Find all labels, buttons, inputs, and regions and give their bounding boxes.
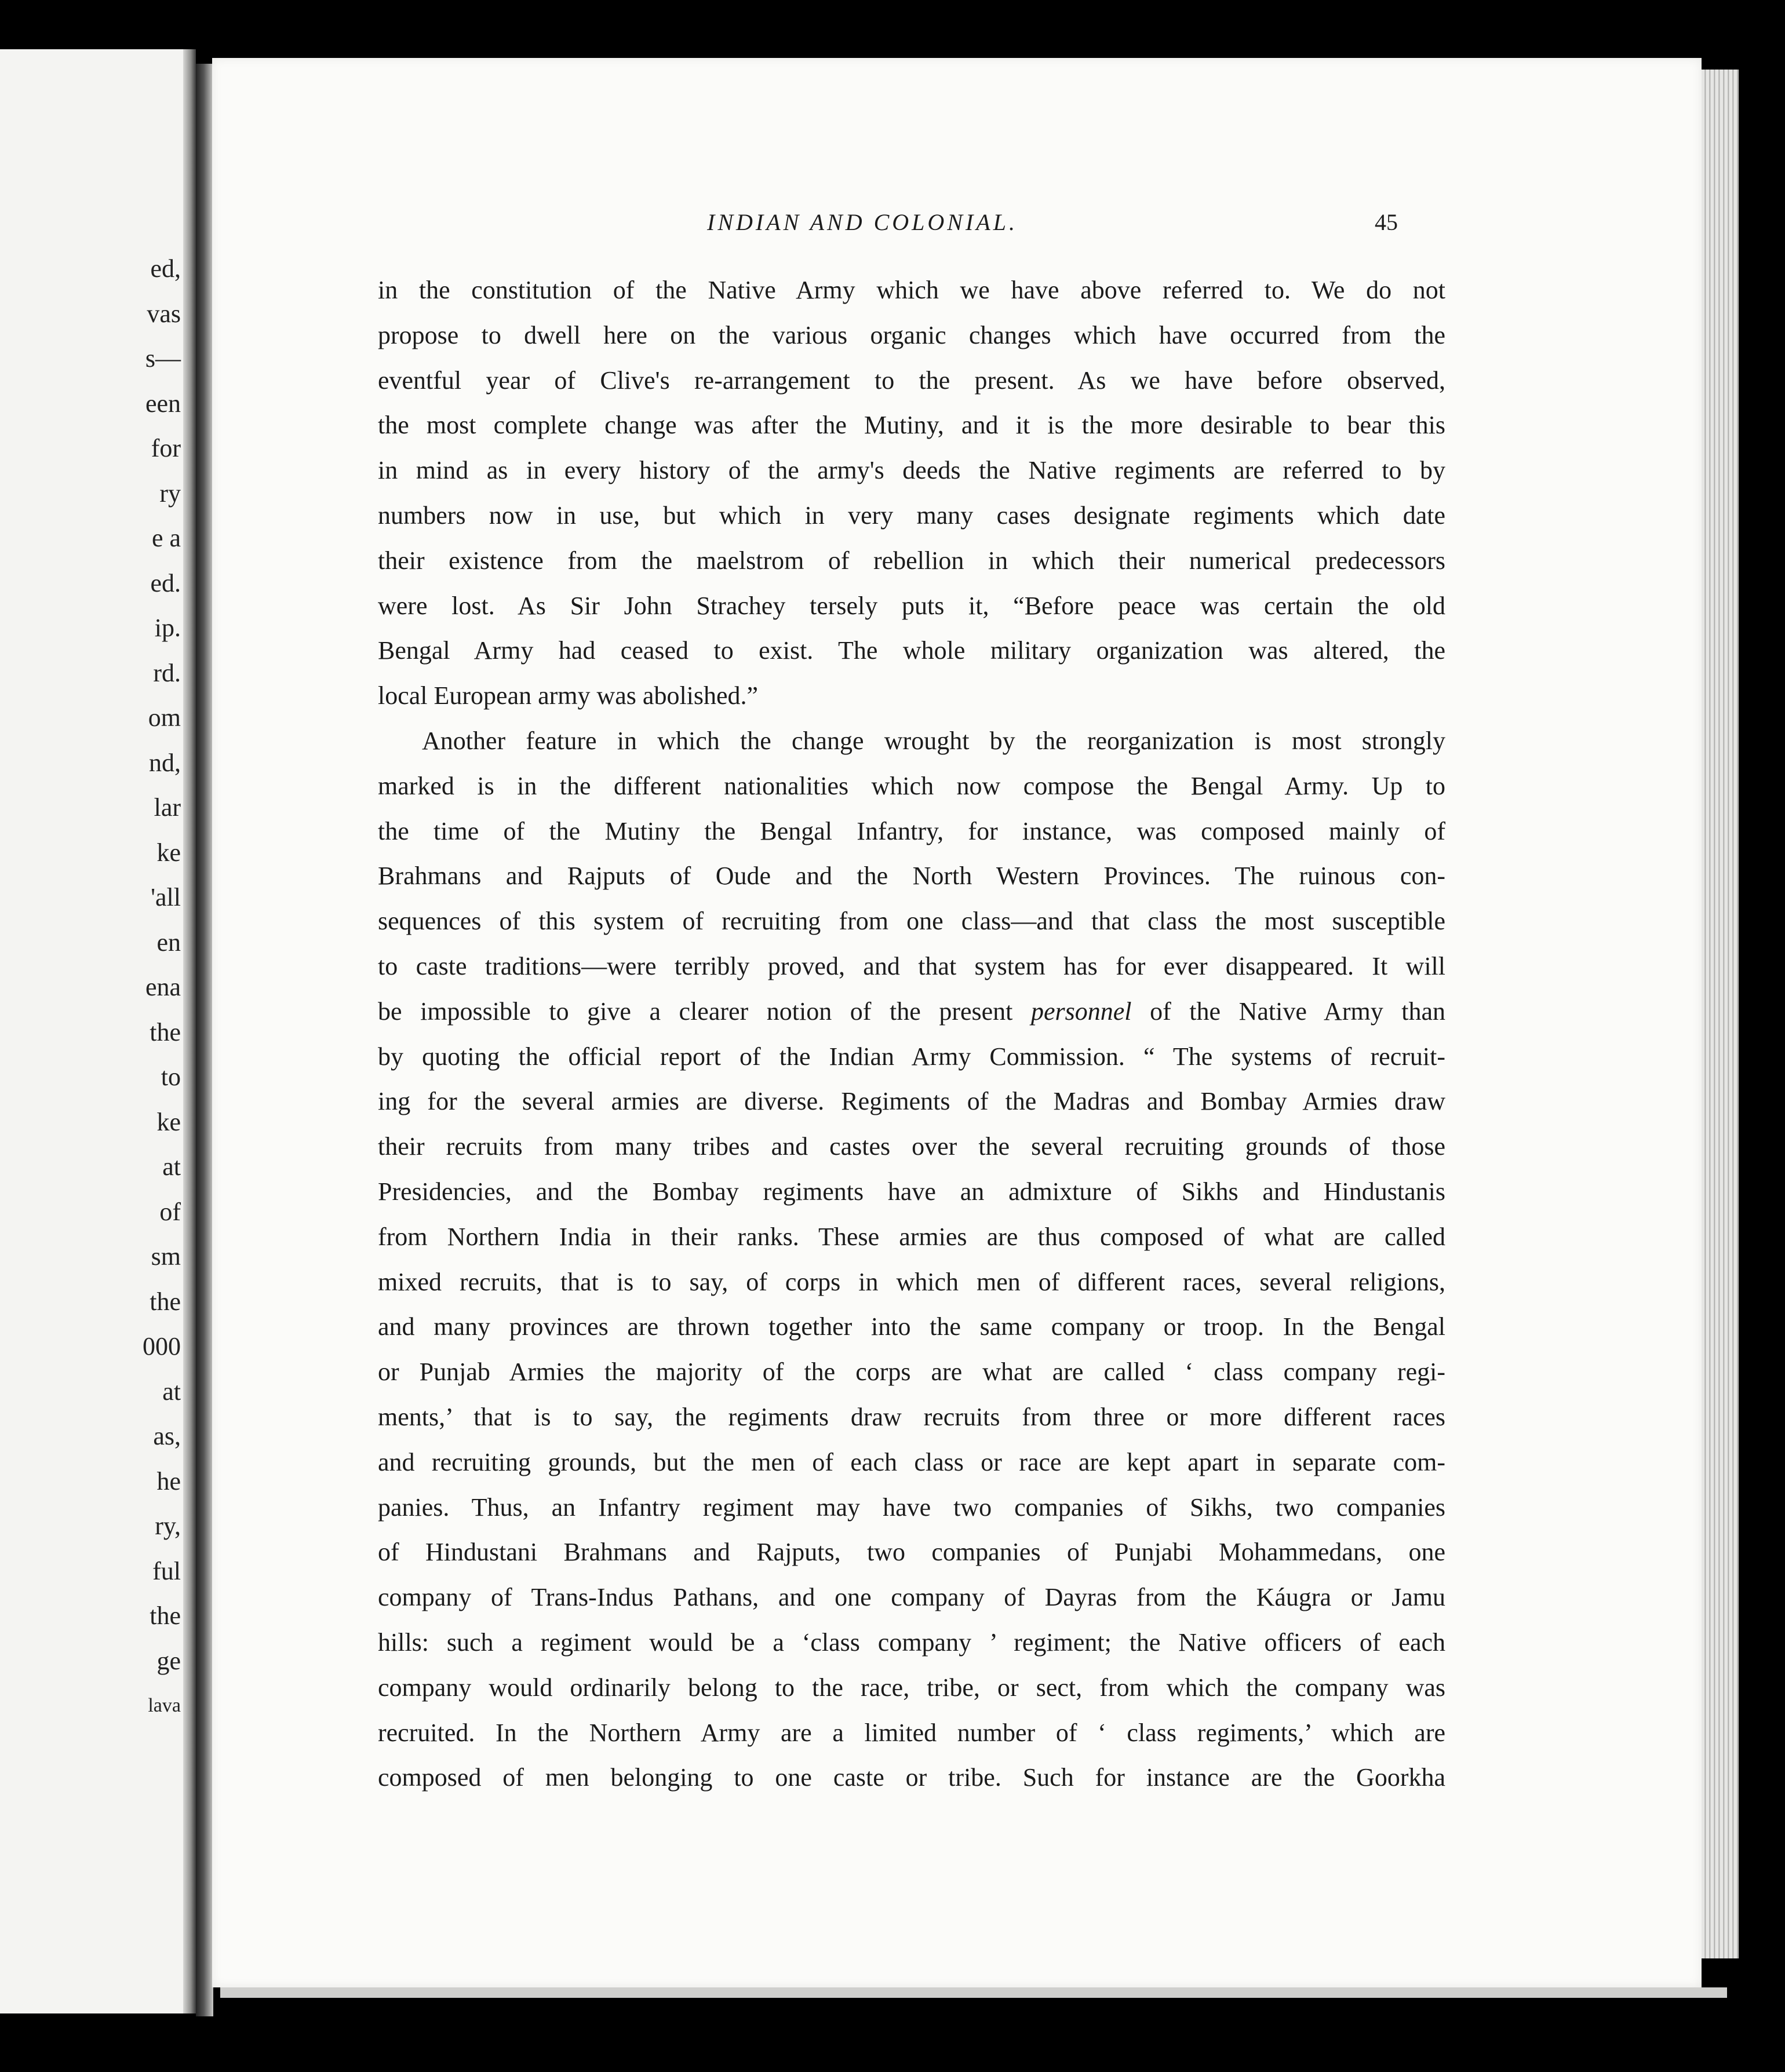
body-text	[378, 268, 1445, 1800]
text-line: company would ordinarily belong to the race, tribe, or sect, from which the company was	[378, 1673, 1445, 1702]
text-line-with-italic	[378, 989, 1445, 1034]
text-line: their existence from the maelstrom of rebellion in which their numerical predecessors	[378, 546, 1445, 575]
previous-page-fragment: ed,	[150, 254, 181, 283]
text-line: company of Trans-Indus Pathans, and one company of Dayras from the Káugra or Jamu	[378, 1583, 1445, 1612]
previous-page-fragment: lar	[154, 793, 181, 822]
text-line: hills: such a regiment would be a ‘class company ’ regiment; the Native officers of each	[378, 1628, 1445, 1657]
text-line: mixed recruits, that is to say, of corps in which men of different races, several religions,	[378, 1267, 1445, 1296]
previous-page-fragment: for	[151, 434, 181, 462]
text-line: Another feature in which the change wrought by the reorganization is most strongly	[422, 726, 1445, 755]
previous-page-fragment: ena	[145, 973, 181, 1001]
previous-page-fragment: nd,	[149, 748, 181, 777]
book-spine	[196, 64, 213, 2016]
page-edges-bottom	[220, 1987, 1727, 1998]
previous-page-fragment: 'all	[151, 883, 181, 911]
previous-page-fragment: the	[150, 1287, 181, 1316]
text-line: sequences of this system of recruiting from one class—and that class the most susceptible	[378, 907, 1445, 936]
text-line: Brahmans and Rajputs of Oude and the North Western Provinces. The ruinous con-	[378, 862, 1445, 891]
text-line: recruited. In the Northern Army are a limited number of ‘ class regiments,’ which are	[378, 1718, 1445, 1747]
text-line: by quoting the official report of the Indian Army Commission. “ The systems of recruit-	[378, 1042, 1445, 1071]
previous-page-fragment: s—	[145, 344, 181, 373]
previous-page-fragment: sm	[151, 1242, 181, 1271]
text-line: were lost. As Sir John Strachey tersely puts it, “Before peace was certain the old	[378, 591, 1445, 620]
text-segment: be impossible to give a clearer notion of the present	[378, 997, 1013, 1026]
italic-word: personnel	[1030, 997, 1132, 1026]
text-line: eventful year of Clive's re-arrangement to the present. As we have before observed,	[378, 366, 1445, 395]
previous-page-fragment: at	[162, 1152, 181, 1181]
text-line: their recruits from many tribes and castes over the several recruiting grounds of those	[378, 1132, 1445, 1161]
previous-page-fragment: en	[156, 928, 181, 957]
previous-page-fragment: ed.	[150, 568, 181, 597]
previous-page-fragment: ful	[152, 1556, 181, 1585]
previous-page-fragment: een	[145, 389, 181, 418]
previous-page-fragment: 000	[143, 1332, 181, 1360]
text-line: and many provinces are thrown together into the same company or troop. In the Bengal	[378, 1312, 1445, 1341]
previous-page-fragment: ke	[156, 1107, 181, 1136]
previous-page-fragment: vas	[147, 299, 181, 328]
paragraph-1	[378, 268, 1445, 718]
gutter-shadow	[183, 49, 196, 2013]
previous-page-fragment: ry,	[155, 1512, 181, 1540]
paragraph-2	[378, 718, 1445, 1800]
previous-page-fragment: om	[148, 703, 181, 732]
previous-page-fragment: ry	[159, 479, 181, 508]
text-line: the time of the Mutiny the Bengal Infantry, for instance, was composed mainly of	[378, 816, 1445, 845]
previous-page-fragment: at	[162, 1377, 181, 1406]
text-line: marked is in the different nationalities which now compose the Bengal Army. Up to	[378, 771, 1445, 800]
previous-page-text-fragments	[88, 246, 181, 1728]
text-line: the most complete change was after the Mutiny, and it is the more desirable to bear this	[378, 411, 1445, 440]
previous-page-fragment: the	[150, 1602, 181, 1630]
previous-page-fragment: ge	[156, 1646, 181, 1675]
text-line: of Hindustani Brahmans and Rajputs, two companies of Punjabi Mohammedans, one	[378, 1538, 1445, 1567]
previous-page-fragment: ke	[156, 838, 181, 867]
text-line: in mind as in every history of the army's deeds the Native regiments are referred to by	[378, 456, 1445, 485]
text-line: from Northern India in their ranks. These armies are thus composed of what are called	[378, 1222, 1445, 1251]
text-line: local European army was abolished.”	[378, 681, 759, 710]
previous-page-fragment: he	[156, 1467, 181, 1495]
page-edges	[1702, 70, 1739, 1958]
previous-page-fragment: e a	[151, 524, 181, 552]
previous-page-fragment: to	[161, 1063, 181, 1091]
text-line: ing for the several armies are diverse. Regiments of the Madras and Bombay Armies draw	[378, 1087, 1445, 1116]
previous-page-fragment: the	[150, 1017, 181, 1046]
previous-page-fragment: of	[159, 1197, 181, 1226]
previous-page-fragment: lava	[148, 1695, 181, 1716]
text-line: composed of men belonging to one caste or tribe. Such for instance are the Goorkha	[378, 1763, 1445, 1792]
text-line: in the constitution of the Native Army which we have above referred to. We do not	[378, 276, 1445, 304]
previous-page-fragment: ip.	[154, 614, 181, 642]
text-line: ments,’ that is to say, the regiments draw recruits from three or more different races	[378, 1402, 1445, 1431]
previous-page-fragment: rd.	[153, 658, 181, 687]
text-segment: of the Native Army than	[1150, 997, 1446, 1026]
text-line: panies. Thus, an Infantry regiment may have two companies of Sikhs, two companies	[378, 1493, 1445, 1522]
page-number: 45	[1375, 209, 1398, 235]
previous-page-edge	[0, 49, 196, 2013]
text-line: Bengal Army had ceased to exist. The whole military organization was altered, the	[378, 636, 1445, 665]
text-line: Presidencies, and the Bombay regiments have an admixture of Sikhs and Hindustanis	[378, 1177, 1445, 1206]
running-head: INDIAN AND COLONIAL.	[707, 209, 1018, 235]
text-line: numbers now in use, but which in very many cases designate regiments which date	[378, 501, 1445, 530]
previous-page-fragment: as,	[153, 1422, 181, 1450]
text-line: and recruiting grounds, but the men of each class or race are kept apart in separate com-	[378, 1447, 1445, 1476]
text-line: to caste traditions—were terribly proved, and that system has for ever disappeared. It will	[378, 951, 1445, 980]
text-line: or Punjab Armies the majority of the corps are what are called ‘ class company regi-	[378, 1358, 1445, 1387]
text-line: propose to dwell here on the various organic changes which have occurred from the	[378, 320, 1445, 349]
